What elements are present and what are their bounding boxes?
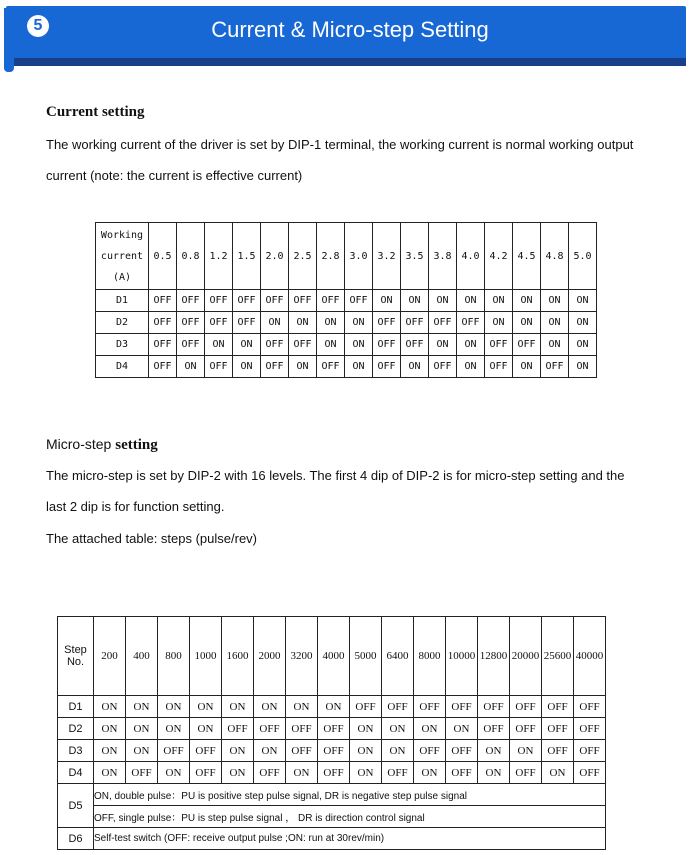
microstep-table-cell: OFF [414, 696, 446, 718]
microstep-table-row [58, 718, 606, 740]
microstep-table-row-label: D1 [58, 696, 94, 718]
current-table-column-header: 3.8 [429, 223, 457, 290]
current-table-column-header: 4.8 [541, 223, 569, 290]
current-table-cell: OFF [233, 290, 261, 312]
current-table-cell: OFF [457, 312, 485, 334]
current-table-header-row [96, 223, 597, 290]
banner-shadow [6, 58, 686, 66]
microstep-table-cell: OFF [190, 740, 222, 762]
microstep-table-cell: OFF [350, 696, 382, 718]
microstep-table-column-header: 8000 [414, 617, 446, 696]
current-table-cell: ON [485, 290, 513, 312]
microstep-table-cell: ON [350, 762, 382, 784]
current-table-cell: OFF [177, 312, 205, 334]
microstep-table-column-header: 40000 [574, 617, 606, 696]
banner-tab [4, 8, 14, 72]
microstep-table-cell: ON [94, 740, 126, 762]
microstep-table-column-header: 10000 [446, 617, 478, 696]
current-table-header-label-line: Working [100, 229, 144, 241]
microstep-table-cell: OFF [478, 696, 510, 718]
microstep-table-column-header: 800 [158, 617, 190, 696]
microstep-table-header-label-line: Step [64, 644, 87, 656]
microstep-table-cell: ON [158, 696, 190, 718]
current-table-cell: ON [457, 290, 485, 312]
microstep-table-cell: OFF [510, 718, 542, 740]
current-table-cell: ON [569, 290, 597, 312]
current-table-column-header: 3.5 [401, 223, 429, 290]
current-table-cell: OFF [317, 290, 345, 312]
current-heading: Current setting [46, 104, 145, 120]
microstep-table-cell: OFF [126, 762, 158, 784]
current-table-cell: OFF [149, 334, 177, 356]
current-table-column-header: 5.0 [569, 223, 597, 290]
microstep-table-column-header: 400 [126, 617, 158, 696]
microstep-table-cell: OFF [254, 718, 286, 740]
microstep-d6-label: D6 [58, 828, 94, 850]
microstep-d5-row-2 [58, 806, 606, 828]
microstep-table-column-header: 6400 [382, 617, 414, 696]
microstep-d5-off-desc: OFF, single pulse：PU is step pulse signal ， DR is direction control signal [94, 806, 606, 828]
current-table-cell: OFF [177, 290, 205, 312]
microstep-table-cell: ON [478, 762, 510, 784]
current-table-cell: ON [569, 334, 597, 356]
current-table-column-header: 2.0 [261, 223, 289, 290]
microstep-table-column-header: 3200 [286, 617, 318, 696]
current-table-cell: OFF [261, 290, 289, 312]
current-table-cell: ON [541, 290, 569, 312]
current-table-cell: ON [513, 312, 541, 334]
microstep-table-cell: ON [126, 718, 158, 740]
current-paragraph-2: current (note: the current is effective current) [46, 168, 303, 183]
microstep-table-cell: ON [350, 718, 382, 740]
current-table-header-label-line: (A) [112, 271, 132, 283]
micro-paragraph-1: The micro-step is set by DIP-2 with 16 levels. The first 4 dip of DIP-2 is for micro-step setting and the [46, 468, 625, 483]
microstep-table-cell: OFF [318, 740, 350, 762]
microstep-table-cell: ON [126, 696, 158, 718]
current-table-header-label [96, 223, 149, 290]
current-table-cell: OFF [373, 334, 401, 356]
current-table-column-header: 1.2 [205, 223, 233, 290]
current-table-cell: OFF [513, 334, 541, 356]
microstep-table-cell: ON [446, 718, 478, 740]
current-table-cell: OFF [541, 356, 569, 378]
current-table-column-header: 0.5 [149, 223, 177, 290]
current-table-cell: ON [233, 356, 261, 378]
current-table-cell: OFF [401, 334, 429, 356]
current-table-row [96, 312, 597, 334]
microstep-table-cell: ON [254, 696, 286, 718]
current-table-cell: ON [569, 312, 597, 334]
current-table-cell: OFF [485, 334, 513, 356]
microstep-table-row [58, 696, 606, 718]
current-table-cell: ON [345, 312, 373, 334]
microstep-table-header-label [58, 617, 94, 696]
microstep-table-column-header: 5000 [350, 617, 382, 696]
current-table-cell: ON [205, 334, 233, 356]
current-table-row [96, 290, 597, 312]
microstep-table-cell: ON [286, 696, 318, 718]
microstep-table-cell: OFF [318, 718, 350, 740]
microstep-table-cell: OFF [382, 696, 414, 718]
current-table-cell: OFF [289, 334, 317, 356]
microstep-table-cell: ON [94, 718, 126, 740]
microstep-table-cell: OFF [574, 718, 606, 740]
current-table-cell: OFF [429, 356, 457, 378]
microstep-table-cell: OFF [542, 718, 574, 740]
microstep-table-cell: OFF [222, 718, 254, 740]
current-table-cell: OFF [177, 334, 205, 356]
current-table-cell: OFF [429, 312, 457, 334]
current-table-row [96, 356, 597, 378]
microstep-table-row-label: D2 [58, 718, 94, 740]
microstep-table-cell: OFF [446, 762, 478, 784]
microstep-d6-row [58, 828, 606, 850]
current-table-cell: OFF [149, 312, 177, 334]
microstep-table-cell: OFF [446, 740, 478, 762]
current-table-column-header: 2.8 [317, 223, 345, 290]
microstep-table-row-label: D3 [58, 740, 94, 762]
current-table-cell: OFF [261, 334, 289, 356]
microstep-table-cell: ON [350, 740, 382, 762]
microstep-table-cell: OFF [382, 762, 414, 784]
microstep-table-cell: OFF [446, 696, 478, 718]
current-table-cell: ON [177, 356, 205, 378]
current-table-cell: ON [457, 356, 485, 378]
microstep-table-row [58, 740, 606, 762]
current-table-cell: OFF [261, 356, 289, 378]
microstep-table-cell: OFF [510, 696, 542, 718]
current-table-column-header: 4.0 [457, 223, 485, 290]
microstep-table-column-header: 12800 [478, 617, 510, 696]
microstep-table-cell: ON [382, 740, 414, 762]
microstep-table-cell: ON [382, 718, 414, 740]
microstep-table-column-header: 4000 [318, 617, 350, 696]
microstep-table-row [58, 762, 606, 784]
micro-heading-part-b: setting [115, 437, 158, 453]
micro-paragraph-2: last 2 dip is for function setting. [46, 499, 225, 514]
current-table-column-header: 1.5 [233, 223, 261, 290]
microstep-table-cell: ON [222, 696, 254, 718]
current-table-cell: ON [317, 334, 345, 356]
microstep-table-cell: OFF [286, 718, 318, 740]
microstep-d5-label: D5 [58, 784, 94, 828]
microstep-d5-on-desc: ON, double pulse：PU is positive step pulse signal, DR is negative step pulse signal [94, 784, 606, 806]
microstep-table-cell: ON [158, 762, 190, 784]
current-paragraph-1: The working current of the driver is set by DIP-1 terminal, the working current is normal working output [46, 137, 634, 152]
current-table-column-header: 3.0 [345, 223, 373, 290]
microstep-table-cell: ON [318, 696, 350, 718]
current-table-column-header: 2.5 [289, 223, 317, 290]
microstep-table-cell: ON [414, 762, 446, 784]
microstep-table-cell: ON [158, 718, 190, 740]
current-table-cell: OFF [149, 290, 177, 312]
current-table-cell: ON [289, 312, 317, 334]
current-table-column-header: 3.2 [373, 223, 401, 290]
current-table-cell: ON [541, 312, 569, 334]
microstep-table-cell: OFF [318, 762, 350, 784]
microstep-table-cell: OFF [478, 718, 510, 740]
microstep-table-column-header: 1000 [190, 617, 222, 696]
microstep-table-column-header: 1600 [222, 617, 254, 696]
microstep-table-cell: ON [478, 740, 510, 762]
current-table [95, 222, 597, 378]
current-table-cell: ON [569, 356, 597, 378]
current-table-row-label: D2 [96, 312, 149, 334]
microstep-table-cell: ON [222, 740, 254, 762]
microstep-table-cell: OFF [158, 740, 190, 762]
current-table-cell: OFF [373, 312, 401, 334]
microstep-table-cell: ON [286, 762, 318, 784]
current-table-cell: OFF [401, 312, 429, 334]
microstep-table-cell: ON [94, 762, 126, 784]
current-table-cell: ON [289, 356, 317, 378]
current-table-cell: ON [513, 356, 541, 378]
page-title: Current & Micro-step Setting [211, 17, 489, 42]
current-table-cell: ON [401, 356, 429, 378]
microstep-table [57, 616, 606, 850]
micro-paragraph-3: The attached table: steps (pulse/rev) [46, 531, 258, 546]
microstep-table-cell: ON [190, 718, 222, 740]
microstep-table-row-label: D4 [58, 762, 94, 784]
current-table-cell: ON [541, 334, 569, 356]
micro-heading-part-a: Micro-step [46, 436, 116, 452]
current-table-cell: ON [345, 356, 373, 378]
current-table-row [96, 334, 597, 356]
microstep-table-cell: ON [542, 762, 574, 784]
current-table-header-label-line: current [100, 250, 144, 262]
current-table-cell: OFF [345, 290, 373, 312]
microstep-table-column-header: 2000 [254, 617, 286, 696]
microstep-table-cell: OFF [574, 740, 606, 762]
current-table-row-label: D3 [96, 334, 149, 356]
current-table-cell: OFF [149, 356, 177, 378]
microstep-table-header-label-line: No. [66, 656, 85, 668]
microstep-table-cell: OFF [542, 740, 574, 762]
microstep-d6-desc: Self-test switch (OFF: receive output pulse ;ON: run at 30rev/min) [94, 828, 606, 850]
microstep-table-cell: ON [190, 696, 222, 718]
current-table-cell: ON [317, 312, 345, 334]
microstep-table-cell: ON [94, 696, 126, 718]
current-table-cell: ON [457, 334, 485, 356]
current-table-cell: OFF [233, 312, 261, 334]
header-banner [0, 0, 692, 80]
current-table-cell: ON [345, 334, 373, 356]
current-table-cell: OFF [373, 356, 401, 378]
microstep-table-cell: ON [414, 718, 446, 740]
current-table-cell: ON [513, 290, 541, 312]
current-table-column-header: 4.5 [513, 223, 541, 290]
microstep-table-cell: OFF [414, 740, 446, 762]
current-table-column-header: 4.2 [485, 223, 513, 290]
current-table-cell: OFF [289, 290, 317, 312]
current-table-cell: OFF [205, 290, 233, 312]
microstep-table-cell: OFF [190, 762, 222, 784]
microstep-table-cell: ON [510, 740, 542, 762]
microstep-table-cell: OFF [510, 762, 542, 784]
current-table-cell: ON [233, 334, 261, 356]
microstep-table-column-header: 20000 [510, 617, 542, 696]
microstep-table-cell: OFF [574, 696, 606, 718]
current-table-cell: OFF [205, 312, 233, 334]
micro-heading [46, 436, 158, 454]
microstep-table-column-header: 200 [94, 617, 126, 696]
microstep-table-cell: OFF [574, 762, 606, 784]
current-table-cell: OFF [317, 356, 345, 378]
microstep-table-cell: ON [222, 762, 254, 784]
microstep-d5-row [58, 784, 606, 806]
current-table-cell: ON [429, 290, 457, 312]
current-table-cell: ON [485, 312, 513, 334]
microstep-table-cell: OFF [286, 740, 318, 762]
current-table-column-header: 0.8 [177, 223, 205, 290]
microstep-table-cell: OFF [542, 696, 574, 718]
current-table-cell: ON [429, 334, 457, 356]
current-table-row-label: D4 [96, 356, 149, 378]
microstep-table-column-header: 25600 [542, 617, 574, 696]
current-table-cell: ON [401, 290, 429, 312]
microstep-table-cell: ON [254, 740, 286, 762]
section-number-badge: 5 [27, 15, 49, 37]
current-table-cell: OFF [205, 356, 233, 378]
current-table-cell: ON [261, 312, 289, 334]
current-table-cell: OFF [485, 356, 513, 378]
current-table-row-label: D1 [96, 290, 149, 312]
microstep-table-cell: OFF [254, 762, 286, 784]
microstep-table-cell: ON [126, 740, 158, 762]
microstep-table-header-row [58, 617, 606, 696]
current-table-cell: ON [373, 290, 401, 312]
